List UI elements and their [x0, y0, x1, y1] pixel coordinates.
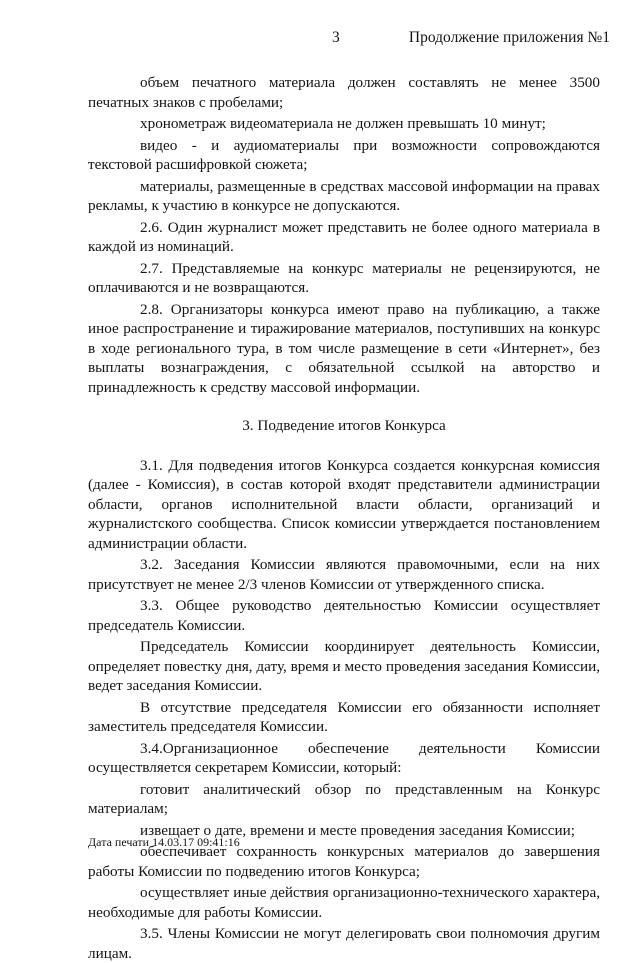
paragraph: извещает о дате, времени и месте проведения заседания Комиссии;: [140, 821, 576, 839]
section-heading: 3. Подведение итогов Конкурса: [242, 417, 446, 434]
appendix-title: Продолжение приложения №1: [408, 29, 610, 46]
page-number: 3: [332, 29, 340, 46]
paragraph: обеспечивает сохранность конкурсных материалов до завершения работы Комиссии по подведению итогов Конкурса;: [88, 843, 600, 880]
paragraph: 2.6. Один журналист может представить не более одного материала в каждой из номинаций.: [88, 218, 600, 255]
paragraph: объем печатного материала должен составлять не менее 3500 печатных знаков с пробелами;: [88, 74, 600, 111]
document-body: [88, 73, 600, 963]
paragraph: 3.3. Общее руководство деятельностью Комиссии осуществляет председатель Комиссии.: [88, 597, 600, 634]
paragraph: Председатель Комиссии координирует деятельность Комиссии, определяет повестку дня, дату, время и место проведения заседания Комиссии, ведет заседания Комиссии.: [88, 638, 600, 694]
paragraph: 3.5. Члены Комиссии не могут делегировать свои полномочия другим лицам.: [88, 925, 600, 962]
paragraph: 3.4.Организационное обеспечение деятельности Комиссии осуществляется секретарем Комиссии, который:: [88, 739, 600, 776]
paragraph: В отсутствие председателя Комиссии его обязанности исполняет заместитель председателя Комиссии.: [88, 698, 600, 735]
paragraph: хронометраж видеоматериала не должен превышать 10 минут;: [140, 115, 546, 132]
paragraph: 3.2. Заседания Комиссии являются правомочными, если на них присутствует не менее 2/3 членов Комиссии от утвержденного списка.: [88, 556, 600, 593]
paragraph: материалы, размещенные в средствах массовой информации на правах рекламы, к участию в конкурсе не допускаются.: [88, 177, 600, 214]
paragraph: 3.1. Для подведения итогов Конкурса создается конкурсная комиссия (далее - Комиссия), в состав которой входят представители администрации области, органов исполнительной власти области, организаций и журналистского сообщества. Список комиссии утверждается постановлением администрации области.: [88, 456, 600, 552]
paragraph: 2.7. Представляемые на конкурс материалы не рецензируются, не оплачиваются и не возвращаются.: [88, 259, 600, 296]
paragraph: видео - и аудиоматериалы при возможности сопровождаются текстовой расшифровкой сюжета;: [88, 136, 600, 173]
paragraph: готовит аналитический обзор по представленным на Конкурс материалам;: [88, 780, 600, 817]
paragraph: осуществляет иные действия организационно-технического характера, необходимые для работы Комиссии.: [88, 884, 600, 921]
paragraph: 2.8. Организаторы конкурса имеют право на публикацию, а также иное распространение и тиражирование материалов, поступивших на конкурс в ходе регионального тура, в том числе размещение в сети «Интернет», без выплаты вознаграждения, с обязательной ссылкой на авторство и принадлежность к средству массовой информации.: [88, 300, 600, 396]
print-date-footer: Дата печати 14.03.17 09:41:16: [88, 835, 240, 849]
